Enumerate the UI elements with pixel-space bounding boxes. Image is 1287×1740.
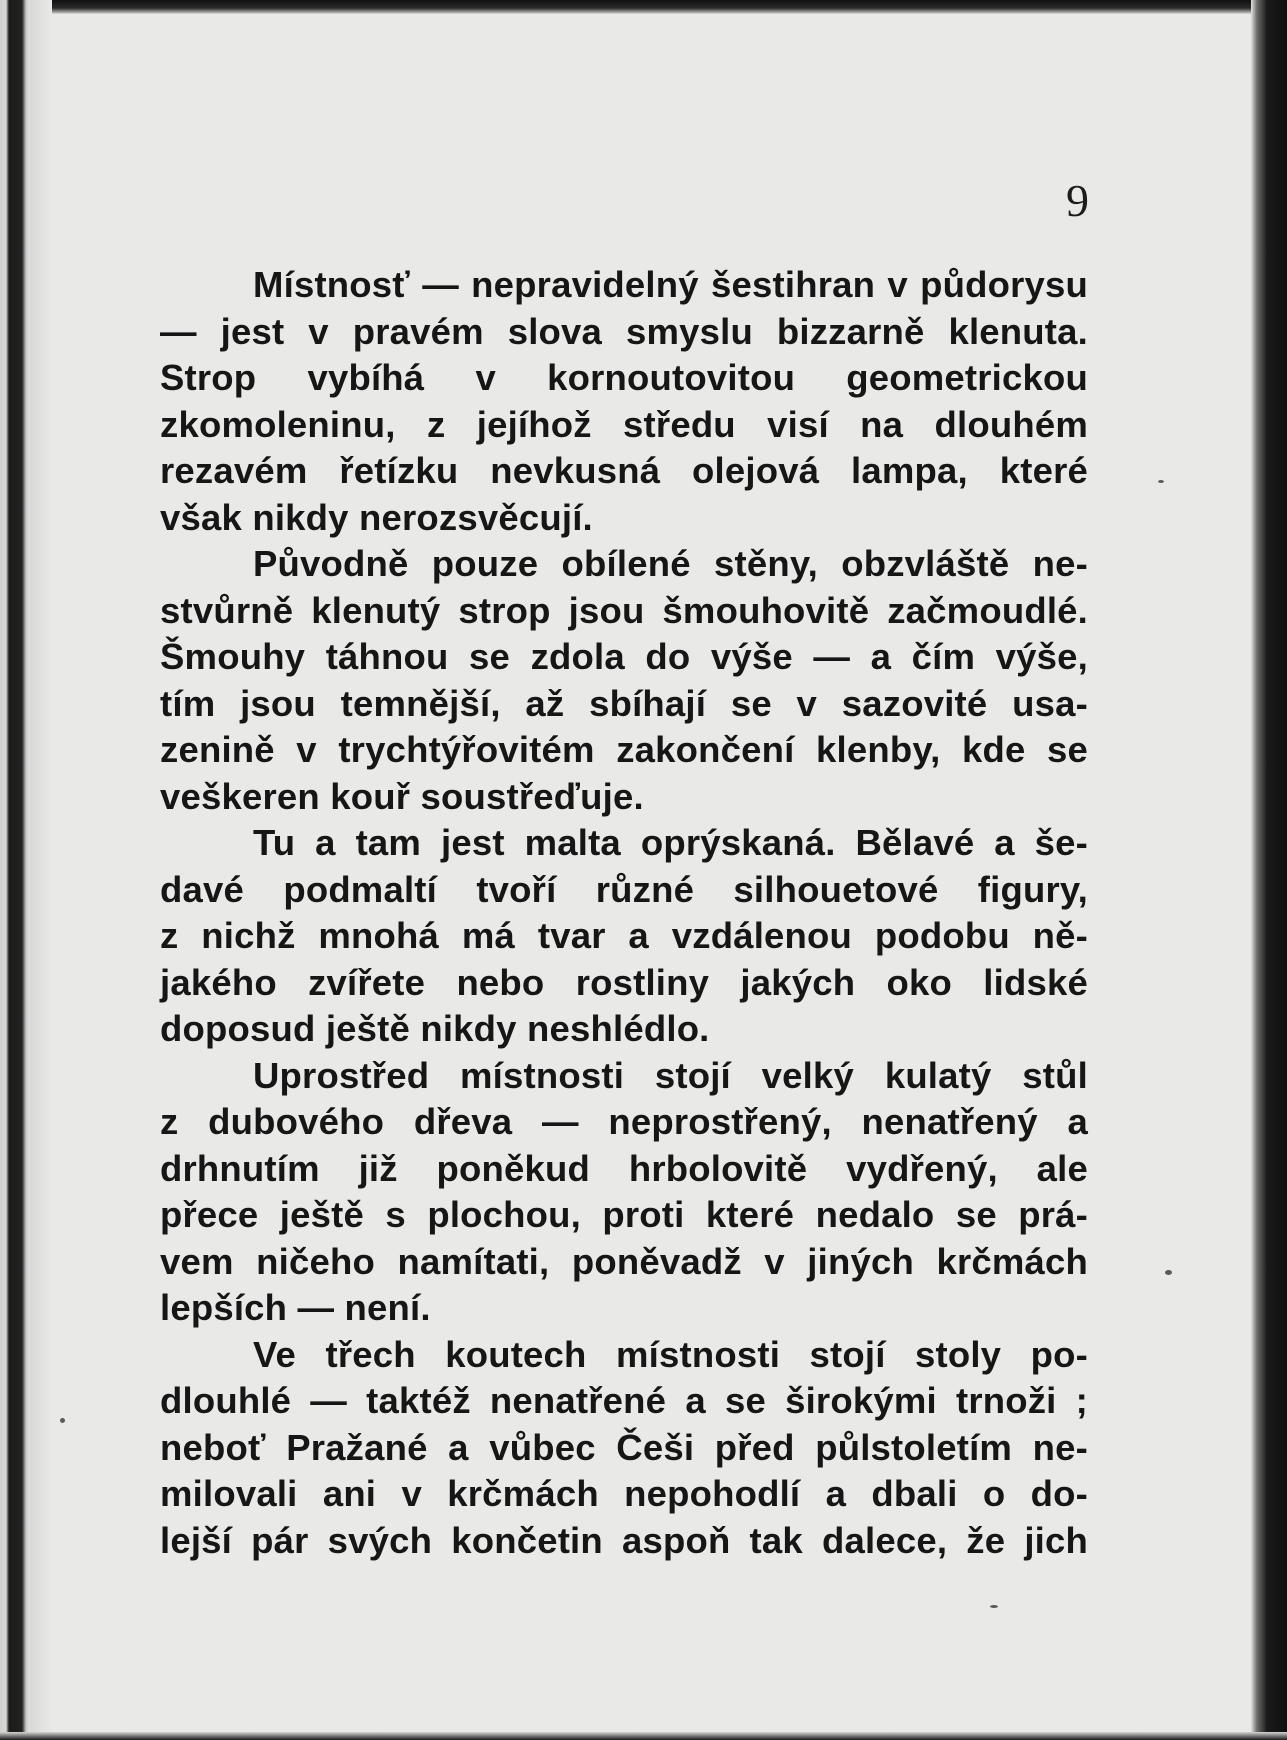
- text-line: Šmouhy táhnou se zdola do výše — a čím výše,: [160, 636, 1088, 677]
- text-line: Místnosť — nepravidelný šestihran v půdorysu: [253, 264, 1088, 305]
- text-line: dlouhlé — taktéž nenatřené a se širokými trnoži ;: [160, 1380, 1088, 1421]
- page-number: 9: [1066, 175, 1089, 226]
- text-line: doposud ještě nikdy neshlédlo.: [160, 1008, 710, 1049]
- text-line: neboť Pražané a vůbec Češi před půlstoletím ne-: [160, 1426, 1088, 1468]
- text-line: rezavém řetízku nevkusná olejová lampa, které: [160, 450, 1088, 491]
- page-top-border: [0, 0, 1287, 14]
- ink-speck: [60, 1418, 65, 1423]
- text-line: veškeren kouř soustřeďuje.: [160, 775, 644, 817]
- text-line: Ve třech koutech místnosti stojí stoly po-: [253, 1333, 1088, 1375]
- text-line: milovali ani v krčmách nepohodlí a dbali o do-: [160, 1473, 1088, 1514]
- text-line: lepších — není.: [160, 1287, 431, 1328]
- paragraph: [160, 820, 1088, 1053]
- paragraph: [160, 1332, 1088, 1565]
- ink-speck: [1158, 480, 1164, 483]
- ink-speck: [1165, 1270, 1172, 1275]
- paragraph: [160, 1053, 1088, 1332]
- ink-speck: [990, 1605, 998, 1608]
- paragraph: [160, 262, 1088, 541]
- text-line: přece ještě s plochou, proti které nedalo se prá-: [160, 1194, 1088, 1235]
- text-line: stvůrně klenutý strop jsou šmouhovitě začmoudlé.: [160, 589, 1088, 631]
- text-line: tím jsou temnější, až sbíhají se v sazovité usa-: [160, 682, 1088, 724]
- body-text: [160, 262, 1088, 1564]
- text-line: drhnutím již poněkud hrbolovitě vydřený, ale: [160, 1147, 1088, 1189]
- text-line: Uprostřed místnosti stojí velký kulatý stůl: [253, 1054, 1088, 1096]
- text-line: zkomoleninu, z jejíhož středu visí na dlouhém: [160, 403, 1088, 445]
- text-line: — jest v pravém slova smyslu bizzarně klenuta.: [160, 310, 1088, 352]
- text-line: vem ničeho namítati, poněvadž v jiných krčmách: [160, 1240, 1088, 1282]
- text-line: Tu a tam jest malta oprýskaná. Bělavé a še-: [253, 822, 1088, 863]
- page-binding-shadow: [30, 0, 52, 1740]
- text-line: z dubového dřeva — neprostřený, nenatřený a: [160, 1101, 1088, 1142]
- paragraph: [160, 541, 1088, 820]
- page-binding-edge: [0, 0, 30, 1740]
- page-bottom-border: [0, 1732, 1287, 1740]
- page-right-border: [1251, 0, 1287, 1740]
- text-line: Původně pouze obílené stěny, obzvláště ne-: [253, 543, 1088, 584]
- text-line: lejší pár svých končetin aspoň tak dalece, že jich: [160, 1519, 1088, 1561]
- text-line: však nikdy nerozsvěcují.: [160, 496, 593, 538]
- text-line: zenině v trychtýřovitém zakončení klenby, kde se: [160, 729, 1088, 770]
- text-line: davé podmaltí tvoří různé silhouetové figury,: [160, 868, 1088, 910]
- text-line: jakého zvířete nebo rostliny jakých oko lidské: [160, 961, 1088, 1003]
- text-line: Strop vybíhá v kornoutovitou geometrickou: [160, 357, 1088, 398]
- text-line: z nichž mnohá má tvar a vzdálenou podobu ně-: [160, 915, 1088, 956]
